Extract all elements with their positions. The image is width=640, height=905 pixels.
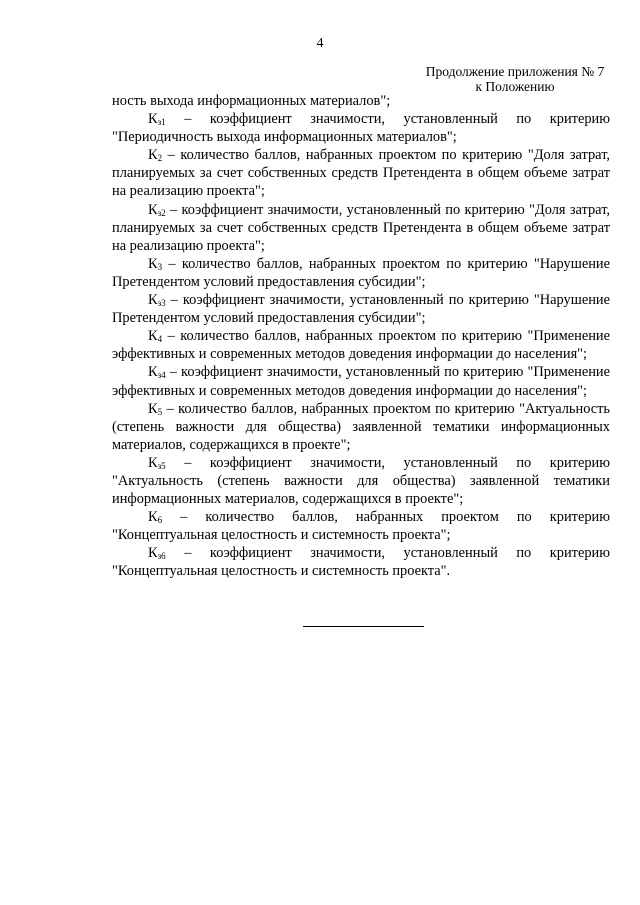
symbol-letter: К xyxy=(148,201,158,218)
coefficient-symbol xyxy=(148,545,166,561)
symbol-subscript: з4 xyxy=(157,370,166,381)
symbol-letter: К xyxy=(148,545,158,562)
paragraph xyxy=(112,110,610,146)
coefficient-symbol xyxy=(148,202,166,218)
symbol-subscript: з5 xyxy=(157,460,166,471)
page-number: 4 xyxy=(316,36,324,51)
paragraph xyxy=(112,255,610,291)
paragraph xyxy=(112,291,610,327)
paragraph-text: – коэффициент значимости, установленный по критерию "Концептуальная целостность и системность проекта". xyxy=(112,545,610,580)
symbol-subscript: 5 xyxy=(157,406,163,417)
paragraph xyxy=(112,201,610,255)
coefficient-symbol xyxy=(148,509,162,525)
symbol-letter: К xyxy=(148,147,158,164)
document-body xyxy=(112,92,610,581)
coefficient-symbol xyxy=(148,328,162,344)
paragraph xyxy=(112,400,610,454)
paragraph-text: – коэффициент значимости, установленный по критерию "Нарушение Претендентом условий предоставления субсидии"; xyxy=(112,292,610,327)
coefficient-symbol xyxy=(148,364,166,380)
paragraph-text: – количество баллов, набранных проектом по критерию "Актуальность (степень важности для общества) заявленной тематики информационных материалов, содержащихся в проекте"; xyxy=(112,400,610,453)
symbol-subscript: 6 xyxy=(157,515,163,526)
paragraph-text: – количество баллов, набранных проектом по критерию "Нарушение Претендентом условий предоставления субсидии"; xyxy=(112,255,610,290)
symbol-subscript: з1 xyxy=(157,117,166,128)
symbol-letter: К xyxy=(148,509,158,526)
symbol-subscript: 2 xyxy=(157,153,163,164)
appendix-note-line1: Продолжение приложения № 7 xyxy=(425,64,605,79)
paragraph xyxy=(112,544,610,580)
coefficient-symbol xyxy=(148,401,162,417)
coefficient-symbol xyxy=(148,147,162,163)
symbol-letter: К xyxy=(148,400,158,417)
symbol-subscript: 4 xyxy=(157,334,163,345)
appendix-note xyxy=(420,64,610,94)
coefficient-symbol xyxy=(148,292,166,308)
paragraph-text: – коэффициент значимости, установленный по критерию "Периодичность выхода информационных материалов"; xyxy=(112,111,610,146)
symbol-letter: К xyxy=(148,292,158,309)
paragraph-text: – количество баллов, набранных проектом по критерию "Концептуальная целостность и системность проекта"; xyxy=(112,509,610,544)
symbol-subscript: з3 xyxy=(157,298,166,309)
paragraph xyxy=(112,92,610,110)
paragraph-text: – коэффициент значимости, установленный по критерию "Актуальность (степень важности для общества) заявленной тематики информационных материалов, содержащихся в проекте"; xyxy=(112,454,610,508)
symbol-subscript: з2 xyxy=(157,207,166,218)
paragraph xyxy=(112,363,610,399)
end-rule xyxy=(303,626,424,627)
coefficient-symbol xyxy=(148,111,166,127)
paragraph-text: – коэффициент значимости, установленный по критерию "Доля затрат, планируемых за счет собственных средств Претендента в общем объеме затрат на реализацию проекта"; xyxy=(112,201,610,254)
symbol-letter: К xyxy=(148,111,158,128)
paragraph-text: ность выхода информационных материалов"; xyxy=(112,93,391,109)
symbol-letter: К xyxy=(148,364,158,381)
symbol-subscript: 3 xyxy=(157,261,163,272)
coefficient-symbol xyxy=(148,455,166,471)
paragraph xyxy=(112,146,610,200)
paragraph-text: – коэффициент значимости, установленный по критерию "Применение эффективных и современных методов доведения информации до населения"; xyxy=(112,364,610,399)
paragraph xyxy=(112,454,610,508)
coefficient-symbol xyxy=(148,256,162,272)
symbol-letter: К xyxy=(148,328,158,345)
symbol-subscript: з6 xyxy=(157,551,166,562)
paragraph xyxy=(112,327,610,363)
paragraph-text: – количество баллов, набранных проектом по критерию "Применение эффективных и современных методов доведения информации до населения"; xyxy=(112,328,610,363)
paragraph-text: – количество баллов, набранных проектом по критерию "Доля затрат, планируемых за счет собственных средств Претендента в общем объеме затрат на реализацию проекта"; xyxy=(112,147,610,200)
symbol-letter: К xyxy=(148,454,158,471)
appendix-note-line2: к Положению xyxy=(475,79,555,94)
paragraph xyxy=(112,508,610,544)
symbol-letter: К xyxy=(148,255,158,272)
